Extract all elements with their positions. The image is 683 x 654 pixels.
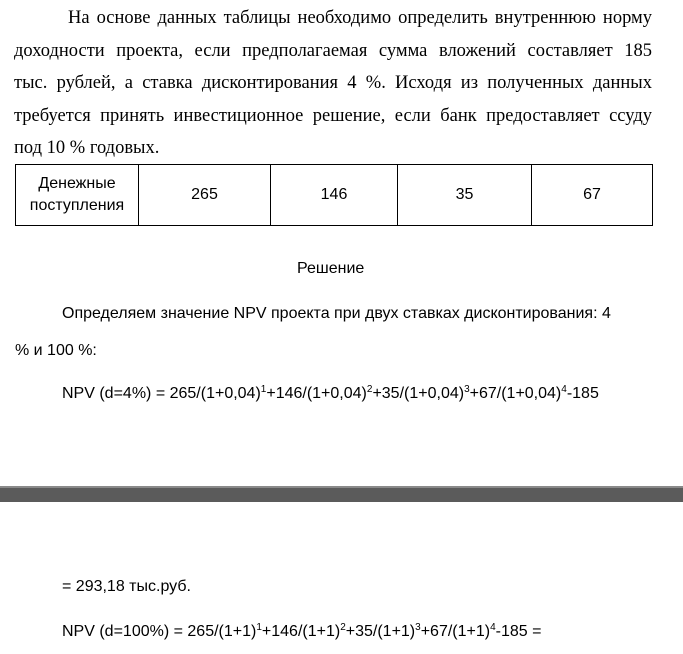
value-cell: 67: [532, 165, 653, 226]
problem-line-5: под 10 % годовых.: [14, 138, 160, 158]
row-label-cell: Денежные поступления: [16, 165, 139, 226]
npv-intro-line-2: % и 100 %:: [15, 342, 97, 359]
value-cell: 265: [139, 165, 271, 226]
npv-formula-4pct: NPV $(d=4\%) = 265/(1+0,04)^1+146/(1+0,04)^2+35/(1+0,04)^3+67/(1+0,04)^4-185$: [62, 384, 599, 402]
exponent: 4: [490, 622, 496, 633]
problem-statement: [14, 2, 652, 165]
solution-heading: Решение: [297, 260, 365, 277]
exponent: 1: [260, 384, 267, 395]
exponent: 4: [561, 384, 567, 395]
problem-line-4: требуется принять инвестиционное решение, если банк предоставляет ссуду: [14, 105, 652, 126]
exponent: 3: [464, 384, 470, 395]
exponent: 1: [256, 622, 262, 633]
value-cell: 146: [271, 165, 398, 226]
problem-line-2: доходности проекта, если предполагаемая сумма вложений составляет 185: [14, 40, 652, 61]
exponent: 2: [366, 384, 373, 395]
problem-line-1: На основе данных таблицы необходимо определить внутреннюю норму: [68, 8, 652, 28]
cash-flow-table: [15, 164, 653, 226]
value-cell: 35: [398, 165, 532, 226]
exponent: 2: [340, 622, 346, 633]
page-separator: [0, 486, 683, 502]
npv-formula-100pct: NPV $(d=100\%) = 265/(1+1)^1+146/(1+1)^2+35/(1+1)^3+67/(1+1)^4-185$ =: [62, 622, 542, 640]
table-row: [16, 165, 653, 226]
npv-result-4pct: = 293,18 тыс.руб.: [62, 578, 191, 595]
exponent: 3: [415, 622, 421, 633]
npv-intro-line-1: Определяем значение NPV проекта при двух ставках дисконтирования: 4: [62, 305, 611, 322]
problem-line-3: тыс. рублей, а ставка дисконтирования 4 %. Исходя из полученных данных: [14, 73, 652, 93]
